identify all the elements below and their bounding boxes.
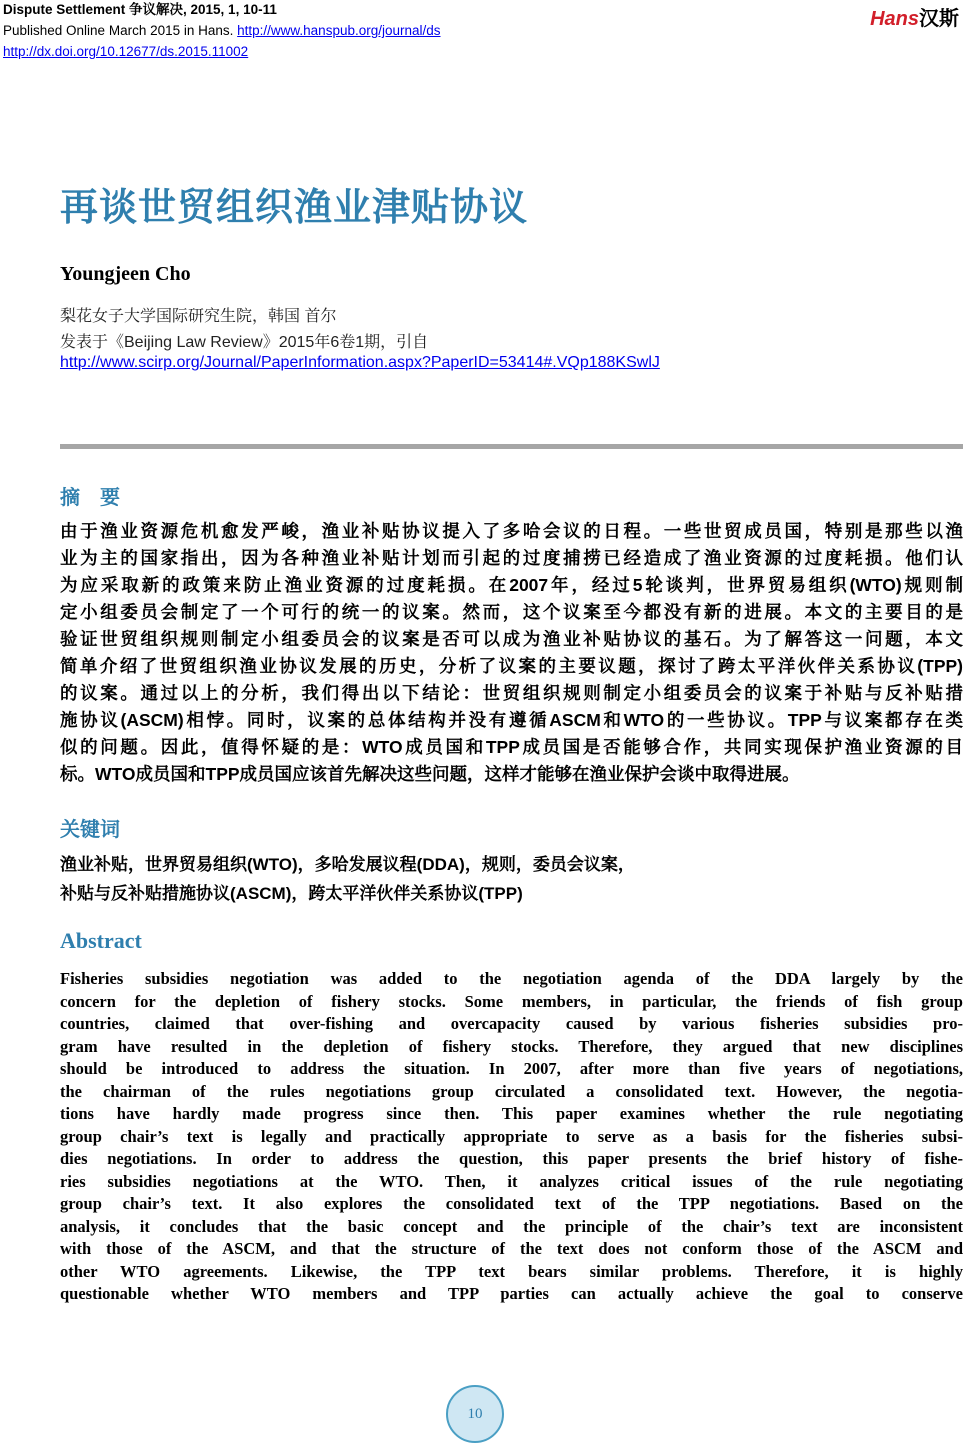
journal-link[interactable]: http://www.hanspub.org/journal/ds [237, 23, 441, 38]
logo-latin: Hans [870, 8, 919, 30]
keywords-heading: 关键词 [60, 819, 120, 841]
text-line: 为应采取新的政策来防止渔业资源的过度耗损。在2007年，经过5轮谈判，世界贸易组织(WTO)规则制 [60, 575, 963, 595]
text-line: Fisheries subsidies negotiation was added to the negotiation agenda of the DDA largely by the [60, 969, 963, 988]
keywords-body [60, 850, 963, 908]
source-note: 发表于《Beijing Law Review》2015年6卷1期，引自 [60, 334, 429, 351]
text-line: the chairman of the rules negotiations group circulated a consolidated text. However, the negotia- [60, 1081, 963, 1101]
text-line: 定小组委员会制定了一个可行的统一的议案。然而，这个议案至今都没有新的进展。本文的主要目的是 [60, 602, 963, 622]
text-line: countries, claimed that over-fishing and overcapacity caused by various fisheries subsidies pro- [60, 1014, 963, 1033]
text-line: 渔业补贴，世界贸易组织(WTO)，多哈发展议程(DDA)，规则，委员会议案， [60, 855, 635, 874]
text-line: 由于渔业资源危机愈发严峻，渔业补贴协议提入了多哈会议的日程。一些世贸成员国，特别是那些以渔 [60, 521, 963, 541]
text-line: 标。WTO成员国和TPP成员国应该首先解决这些问题，这样才能够在渔业保护会谈中取得进展。 [60, 764, 800, 784]
doi-link[interactable]: http://dx.doi.org/10.12677/ds.2015.11002 [3, 44, 249, 59]
text-line: group chair’s text is legally and practically appropriate to serve as a basis for the fisheries subsi- [60, 1126, 963, 1146]
author-name: Youngjeen Cho [60, 263, 191, 285]
abstract-cn-body [60, 518, 963, 788]
text-line: ries subsidies negotiations at the WTO. Then, it analyzes critical issues of the rule negotiating [60, 1171, 963, 1191]
journal-citation: Dispute Settlement 争议解决, 2015, 1, 10-11 [3, 2, 277, 17]
divider [60, 444, 963, 449]
text-line: 业为主的国家指出，因为各种渔业补贴计划而引起的过度捕捞已经造成了渔业资源的过度耗损。他们认 [60, 548, 963, 568]
text-line: dies negotiations. In order to address the question, this paper presents the brief history of fishe- [60, 1149, 963, 1168]
paper-title: 再谈世贸组织渔业津贴协议 [60, 185, 529, 229]
text-line: 似的问题。因此，值得怀疑的是：WTO成员国和TPP成员国是否能够合作，共同实现保护渔业资源的目 [60, 737, 963, 757]
hans-logo [870, 2, 959, 31]
abstract-cn-heading: 摘 要 [60, 487, 120, 509]
published-text: Published Online March 2015 in Hans. [3, 23, 238, 38]
text-line: group chair’s text. It also explores the consolidated text of the TPP negotiations. Based on the [60, 1194, 963, 1213]
text-line: tions have hardly made progress since then. This paper examines whether the rule negotiating [60, 1104, 963, 1123]
page-number: 10 [446, 1385, 504, 1443]
abstract-en-body [60, 968, 963, 1306]
text-line: should be introduced to address the situation. In 2007, after more than five years of negotiations, [60, 1059, 963, 1078]
abstract-en-heading: Abstract [60, 928, 142, 953]
text-line: analysis, it concludes that the basic concept and the principle of the chair’s text are inconsistent [60, 1216, 963, 1236]
text-line: 补贴与反补贴措施协议(ASCM)，跨太平洋伙伴关系协议(TPP) [60, 884, 523, 903]
text-line: 的议案。通过以上的分析，我们得出以下结论：世贸组织规则制定小组委员会的议案于补贴与反补贴措 [60, 683, 963, 703]
text-line: questionable whether WTO members and TPP parties can actually achieve the goal to conserve [60, 1284, 963, 1303]
text-line: 施协议(ASCM)相悖。同时，议案的总体结构并没有遵循ASCM和WTO的一些协议。TPP与议案都存在类 [60, 710, 963, 730]
text-line: with those of the ASCM, and that the structure of the text does not conform those of the ASCM and [60, 1239, 963, 1258]
logo-cn: 汉斯 [919, 8, 959, 30]
source-link[interactable]: http://www.scirp.org/Journal/PaperInformation.aspx?PaperID=53414#.VQp188KSwlJ [60, 354, 660, 371]
text-line: concern for the depletion of fishery stocks. Some members, in particular, the friends of fish group [60, 991, 963, 1011]
affiliation: 梨花女子大学国际研究生院，韩国 首尔 [60, 308, 337, 325]
text-line: other WTO agreements. Likewise, the TPP text bears similar problems. Therefore, it is highly [60, 1261, 963, 1281]
publication-line [3, 22, 441, 40]
text-line: 验证世贸组织规则制定小组委员会的议案是否可以成为渔业补贴协议的基石。为了解答这一问题，本文 [60, 629, 963, 649]
text-line: gram have resulted in the depletion of fishery stocks. Therefore, they argued that new disciplines [60, 1036, 963, 1056]
doi-line [3, 43, 248, 61]
text-line: 简单介绍了世贸组织渔业协议发展的历史，分析了议案的主要议题，探讨了跨太平洋伙伴关系协议(TPP) [60, 656, 963, 676]
source-line [60, 354, 660, 372]
